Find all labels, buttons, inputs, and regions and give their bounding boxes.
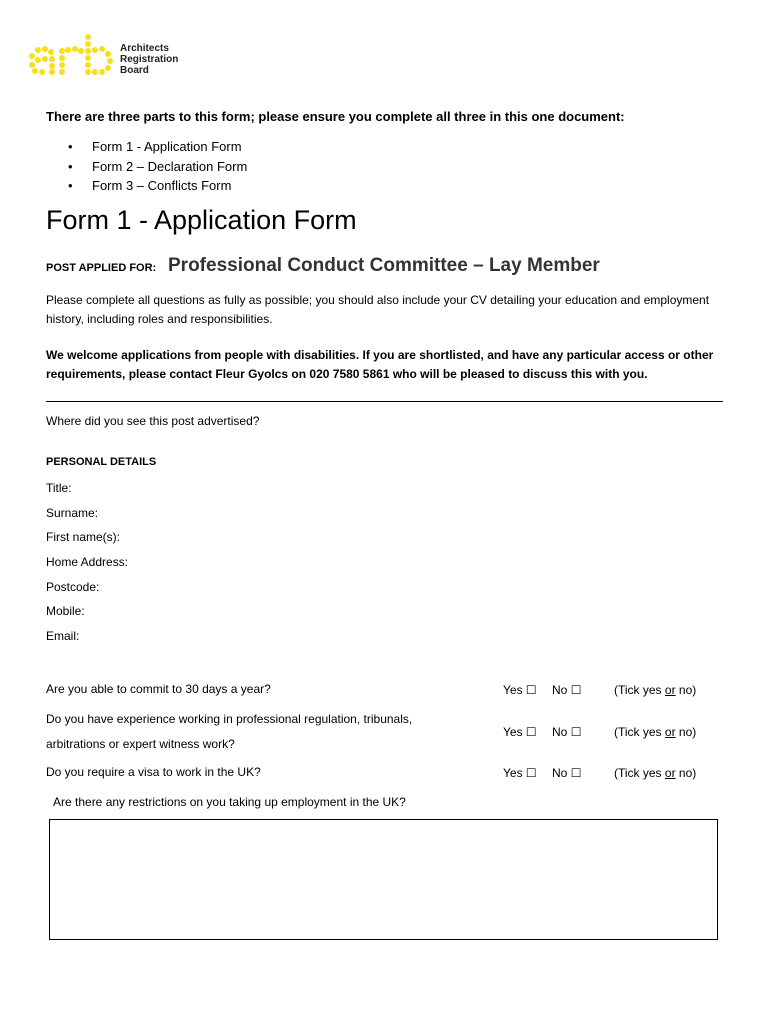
no-checkbox[interactable]: ☐ xyxy=(570,725,582,739)
yes-option[interactable] xyxy=(503,725,537,739)
tick-hint: (Tick yes or no) xyxy=(614,766,697,780)
part-label: Form 3 – Conflicts Form xyxy=(92,178,232,193)
question-commit-days: Are you able to commit to 30 days a year? xyxy=(46,682,271,696)
post-label: POST APPLIED FOR: xyxy=(46,262,157,274)
question-regulation-experience: Do you have experience working in professional regulation, tribunals, arbitrations or expert witness work? xyxy=(46,712,413,751)
first-names-field-label: First name(s): xyxy=(46,530,121,544)
postcode-field-label: Postcode: xyxy=(46,580,100,594)
yes-checkbox[interactable]: ☐ xyxy=(525,725,537,739)
question-visa: Do you require a visa to work in the UK? xyxy=(46,765,261,779)
logo-line-3: Board xyxy=(120,65,149,76)
list-item xyxy=(46,176,247,196)
logo-line-1: Architects xyxy=(120,43,169,54)
instructions-text: Please complete all questions as fully as possible; you should also include your CV detailing your education and employment history, including roles and responsibilities. xyxy=(46,293,710,326)
tick-hint: (Tick yes or no) xyxy=(614,725,697,739)
divider xyxy=(46,401,723,402)
list-item xyxy=(46,137,247,157)
logo-line-2: Registration xyxy=(120,54,179,65)
yes-checkbox[interactable]: ☐ xyxy=(525,683,537,697)
yes-option[interactable] xyxy=(503,766,537,780)
post-value: Professional Conduct Committee – Lay Member xyxy=(168,255,600,276)
bullet: • xyxy=(68,178,73,193)
no-checkbox[interactable]: ☐ xyxy=(570,683,582,697)
advertised-question: Where did you see this post advertised? xyxy=(46,414,260,428)
home-address-field-label: Home Address: xyxy=(46,555,129,569)
no-option[interactable] xyxy=(552,683,581,697)
no-label: No xyxy=(552,766,568,780)
restrictions-answer-box[interactable] xyxy=(49,819,718,940)
arb-logo-mark xyxy=(29,34,113,75)
no-checkbox[interactable]: ☐ xyxy=(570,766,582,780)
list-item xyxy=(46,157,247,177)
mobile-field-label: Mobile: xyxy=(46,604,85,618)
no-option[interactable] xyxy=(552,766,581,780)
intro-text: There are three parts to this form; please ensure you complete all three in this one document: xyxy=(46,109,625,124)
surname-field-label: Surname: xyxy=(46,506,99,520)
logo-wordmark xyxy=(120,43,178,76)
yes-label: Yes xyxy=(503,766,523,780)
yes-checkbox[interactable]: ☐ xyxy=(525,766,537,780)
no-option[interactable] xyxy=(552,725,581,739)
no-label: No xyxy=(552,725,568,739)
yes-option[interactable] xyxy=(503,683,537,697)
title-field-label: Title: xyxy=(46,481,72,495)
page-title: Form 1 - Application Form xyxy=(46,205,357,235)
no-label: No xyxy=(552,683,568,697)
bullet: • xyxy=(68,139,73,154)
personal-details-heading: PERSONAL DETAILS xyxy=(46,456,157,468)
yes-label: Yes xyxy=(503,725,523,739)
yes-label: Yes xyxy=(503,683,523,697)
part-label: Form 1 - Application Form xyxy=(92,139,242,154)
bullet: • xyxy=(68,158,73,174)
disability-note: We welcome applications from people with disabilities. If you are shortlisted, and have any particular access or other requirements, please contact Fleur Gyolcs on 020 7580 5861 who will be pleased to discuss this with you. xyxy=(46,348,714,381)
email-field-label: Email: xyxy=(46,629,80,643)
restrictions-question: Are there any restrictions on you taking up employment in the UK? xyxy=(53,795,406,809)
part-label: Form 2 – Declaration Form xyxy=(92,158,248,174)
tick-hint: (Tick yes or no) xyxy=(614,683,697,697)
form-parts-list xyxy=(46,137,247,196)
